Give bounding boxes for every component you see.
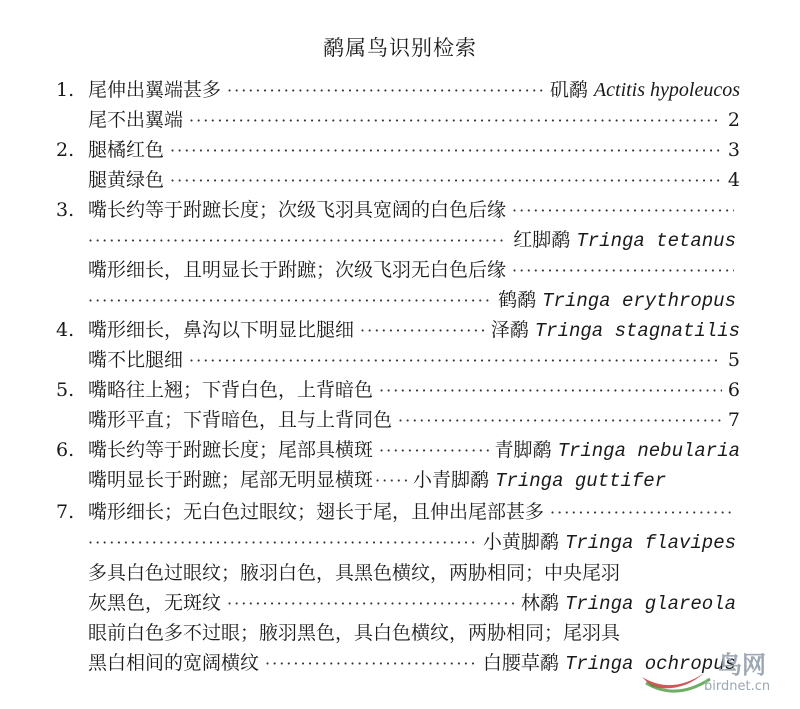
leader-dots (375, 466, 411, 496)
couplet-number: 3. (56, 199, 75, 221)
couplet-number: 4. (56, 319, 75, 341)
key-text: 嘴不比腿细 (88, 349, 184, 371)
key-line (56, 465, 740, 495)
species-scientific-name: Tringa nebularia (557, 440, 740, 462)
key-text: 嘴长约等于跗蹠长度；次级飞羽具宽阔的白色后缘 (88, 199, 507, 221)
key-line (56, 435, 740, 465)
couplet-reference: 6 (727, 379, 740, 401)
couplet-reference: 2 (727, 109, 740, 131)
couplet-number: 1. (56, 79, 75, 101)
key-line (56, 135, 740, 165)
key-text: 灰黑色，无斑纹 (88, 592, 222, 614)
watermark-brand: 鸟网 (718, 651, 766, 679)
couplet-reference: 5 (727, 349, 740, 371)
watermark-site: birdnet.cn (704, 679, 771, 694)
species-chinese-name: 鹤鹬 (498, 289, 537, 311)
leader-dots (398, 406, 722, 436)
leader-dots (189, 346, 722, 376)
key-result (513, 225, 736, 256)
key-text: 尾不出翼端 (88, 109, 184, 131)
key-line (88, 285, 736, 315)
leader-dots (360, 316, 485, 346)
key-line (56, 105, 740, 135)
key-line (56, 165, 740, 195)
key-text: 嘴形细长；无白色过眼纹；翅长于尾，且伸出尾部甚多 (88, 501, 545, 523)
leader-dots (227, 76, 544, 106)
key-text: 眼前白色多不过眼；腋羽黑色，具白色横纹，两胁相同；尾羽具 (88, 622, 621, 644)
species-chinese-name: 泽鹬 (490, 319, 529, 341)
species-chinese-name: 矶鹬 (549, 79, 588, 101)
leader-dots (265, 649, 477, 679)
key-line (56, 345, 740, 375)
leader-dots (170, 136, 722, 166)
leader-dots (170, 166, 722, 196)
leader-dots (88, 528, 477, 558)
species-chinese-name: 青脚鹬 (494, 439, 552, 461)
leader-dots (379, 376, 722, 406)
key-text: 多具白色过眼纹；腋羽白色，具黑色横纹，两胁相同；中央尾羽 (88, 562, 621, 584)
leader-dots (227, 589, 515, 619)
key-result (491, 315, 740, 346)
species-scientific-name: Tringa erythropus (542, 290, 736, 312)
couplet-number: 6. (56, 439, 75, 461)
species-chinese-name: 小黄脚鹬 (482, 531, 559, 553)
key-line (56, 195, 740, 225)
leader-dots (88, 286, 492, 316)
page-title: 鹬属鸟识别检索 (323, 36, 477, 60)
key-text: 腿黄绿色 (88, 169, 165, 191)
couplet-number: 7. (56, 501, 75, 523)
key-text: 尾伸出翼端甚多 (88, 79, 222, 101)
key-result (498, 285, 736, 316)
key-line (88, 558, 768, 588)
key-text: 嘴略往上翘；下背白色，上背暗色 (88, 379, 374, 401)
species-chinese-name: 林鹬 (520, 592, 559, 614)
key-text: 嘴长约等于跗蹠长度；尾部具横斑 (88, 439, 374, 461)
key-line (88, 527, 736, 557)
species-scientific-name: Tringa ochropus (564, 653, 736, 675)
birdnet-watermark (632, 643, 792, 703)
key-text: 嘴形平直；下背暗色，且与上背同色 (88, 409, 393, 431)
species-scientific-name: Tringa tetanus (576, 230, 736, 252)
species-scientific-name: Tringa glareola (564, 593, 736, 615)
couplet-reference: 3 (727, 139, 740, 161)
couplet-reference: 7 (727, 409, 740, 431)
key-text: 嘴明显长于跗蹠；尾部无明显横斑 (88, 469, 374, 491)
species-chinese-name: 小青脚鹬 (413, 469, 490, 491)
key-line (56, 75, 740, 105)
key-line (56, 405, 740, 435)
couplet-reference: 4 (727, 169, 740, 191)
leader-dots (88, 226, 507, 256)
key-result (521, 588, 736, 619)
key-text: 腿橘红色 (88, 139, 165, 161)
key-text: 黑白相间的宽阔横纹 (88, 652, 260, 674)
key-line (88, 588, 736, 618)
species-chinese-name: 红脚鹬 (513, 229, 571, 251)
key-result (495, 435, 741, 466)
key-line (56, 497, 740, 527)
key-result (550, 75, 740, 105)
species-scientific-name: Actitis hypoleucos (593, 79, 740, 101)
bird-logo-icon (632, 643, 792, 703)
key-text: 嘴形细长，且明显长于跗蹠；次级飞羽无白色后缘 (88, 259, 507, 281)
species-scientific-name: Tringa flavipes (564, 532, 736, 554)
leader-dots (379, 436, 488, 466)
leader-dots (512, 196, 734, 226)
couplet-number: 5. (56, 379, 75, 401)
key-line (56, 375, 740, 405)
leader-dots (512, 256, 734, 286)
species-scientific-name: Tringa guttifer (495, 470, 667, 492)
key-line (56, 315, 740, 345)
species-scientific-name: Tringa stagnatilis (534, 320, 740, 342)
key-text: 嘴形细长，鼻沟以下明显比腿细 (88, 319, 355, 341)
key-result (413, 465, 666, 496)
key-result (483, 527, 736, 558)
leader-dots (189, 106, 722, 136)
couplet-number: 2. (56, 139, 75, 161)
species-chinese-name: 白腰草鹬 (482, 652, 559, 674)
key-line (88, 225, 736, 255)
key-line (56, 255, 740, 285)
leader-dots (550, 498, 734, 528)
